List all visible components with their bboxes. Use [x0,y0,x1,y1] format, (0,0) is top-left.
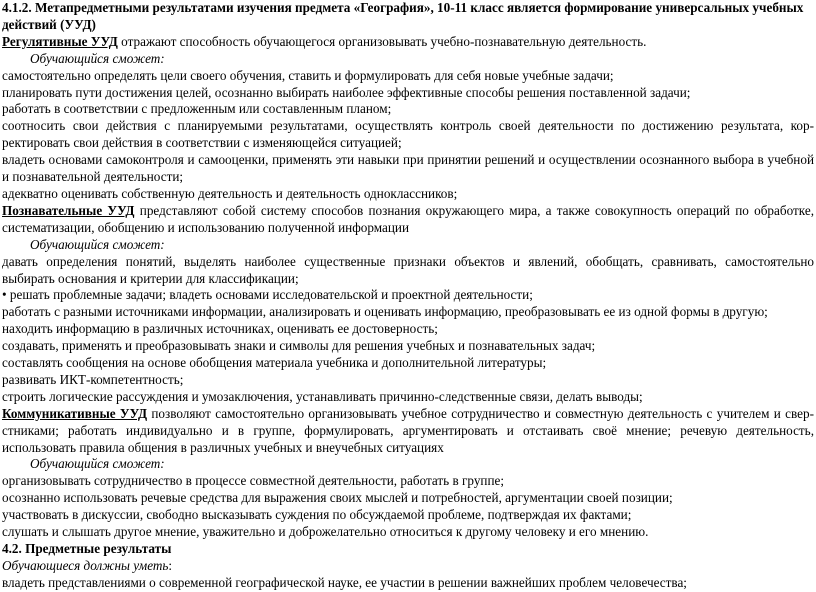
cognitive-term: Познавательные УУД [2,202,135,218]
regulative-item: ректировать свои действия в соответствии с изменяющейся ситуацией; [2,135,402,151]
cognitive-intro [2,203,814,220]
subject-item: владеть представлениями о современной географической науке, ее участии в решении важнейших проблем человечества; [2,574,687,590]
communicative-intro [2,406,814,423]
regulative-item: планировать пути достижения целей, осознанно выбирать наиболее эффективные способы решения поставленной задачи; [2,84,691,100]
cognitive-can-label: Обучающийся сможет: [30,236,165,252]
cognitive-item: развивать ИКТ-компетентность; [2,371,184,387]
regulative-item: соотносить свои действия с планируемыми результатами, осуществлять контроль своей деятельности по достижению результата, кор- [2,118,814,134]
subject-must-label: Обучающиеся должны уметь [2,557,169,573]
regulative-item: работать в соответствии с предложенным или составленным планом; [2,101,392,117]
cognitive-item: составлять сообщения на основе обобщения материала учебника и дополнительной литературы; [2,355,547,371]
section-heading-line1: 4.1.2. Метапредметными результатами изучения предмета «География», 10-11 класс является формирование универсальных учебных [2,0,804,15]
regulative-intro-text: отражают способность обучающегося организовывать учебно-познавательную деятельность. [117,33,647,49]
communicative-intro-line2: стниками; работать индивидуально и в группе, формулировать, аргументировать и отстаивать своё мнение; речевую деятельность, [2,422,814,438]
cognitive-item: находить информацию в различных источниках, оценивать ее достоверность; [2,321,438,337]
cognitive-intro-line2: систематизации, обобщению и использованию полученной информации [2,219,410,235]
regulative-intro [2,34,814,51]
communicative-intro-line3: использовать правила общения в различных учебных и внеучебных ситуациях [2,439,444,455]
communicative-item: организовывать сотрудничество в процессе совместной деятельности, работать в группе; [2,473,505,489]
subject-must-colon: : [168,557,173,573]
regulative-item: адекватно оценивать собственную деятельность и деятельность одноклассников; [2,185,458,201]
cognitive-item: • решать проблемные задачи; владеть основами исследовательской и проектной деятельности; [2,287,533,303]
regulative-item: и познавательной деятельности; [2,169,184,185]
cognitive-item: строить логические рассуждения и умозаключения, устанавливать причинно-следственные связи, делать выводы; [2,388,643,404]
regulative-item: самостоятельно определять цели своего обучения, ставить и формулировать для себя новые учебные задачи; [2,67,614,83]
communicative-can-label: Обучающийся сможет: [30,456,165,472]
regulative-can-label: Обучающийся сможет: [30,50,165,66]
communicative-intro-text: позволяют самостоятельно организовывать учебное сотрудничество и совместную деятельность с учителем и свер- [147,405,814,421]
regulative-term: Регулятивные УУД [2,33,118,49]
communicative-item: осознанно использовать речевые средства для выражения своих мыслей и потребностей, аргументации своей позиции; [2,490,673,506]
section-heading-line2: действий (УУД) [2,16,96,32]
communicative-term: Коммуникативные УУД [2,405,148,421]
subject-heading: 4.2. Предметные результаты [2,541,172,556]
subject-must-line [2,558,814,575]
cognitive-intro-text: представляют собой систему способов познания окружающего мира, а также совокупность операций по обработке, [134,202,814,218]
communicative-item: участвовать в дискуссии, свободно высказывать суждения по обсуждаемой проблеме, подтверждая их фактами; [2,507,632,523]
regulative-item: владеть основами самоконтроля и самооценки, применять эти навыки при принятии решений и осуществлении осознанного выбора в учебной [2,152,814,168]
communicative-item: слушать и слышать другое мнение, уважительно и доброжелательно относиться к другому человеку и его мнению. [2,524,649,540]
cognitive-item: создавать, применять и преобразовывать знаки и символы для решения учебных и познавательных задач; [2,338,596,354]
cognitive-item: выбирать основания и критерии для классификации; [2,270,299,286]
cognitive-item: работать с разными источниками информации, анализировать и оценивать информацию, преобразовывать ее из одной формы в другую; [2,304,768,320]
cognitive-item: давать определения понятий, выделять наиболее существенные признаки объектов и явлений, обобщать, сравнивать, самостоятельно [2,253,814,269]
